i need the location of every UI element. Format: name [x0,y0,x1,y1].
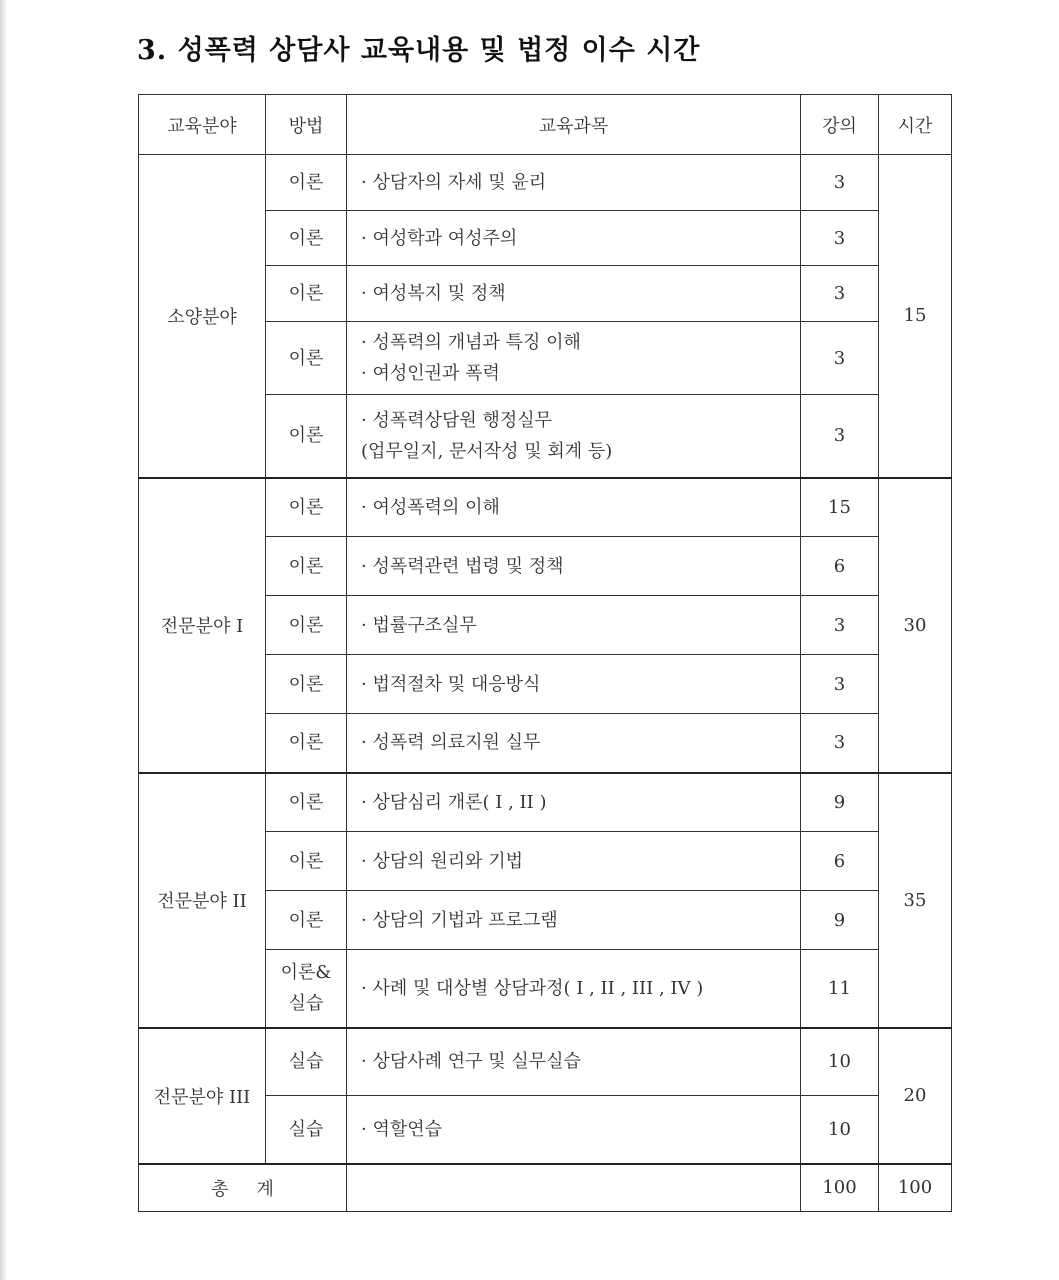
subject-cell: · 성폭력관련 법령 및 정책 [347,537,801,596]
lectures-cell: 3 [801,714,879,773]
subject-cell: · 여성폭력의 이해 [347,478,801,537]
hours-cell: 20 [879,1028,952,1164]
lectures-cell: 9 [801,773,879,832]
header-lectures: 강의 [801,95,879,155]
subject-cell: · 사례 및 대상별 상담과정( I , II , III , IV ) [347,950,801,1028]
subject-cell: · 상담의 원리와 기법 [347,832,801,891]
lectures-cell: 9 [801,891,879,950]
subject-cell: · 성폭력 의료지원 실무 [347,714,801,773]
lectures-cell: 11 [801,950,879,1028]
method-cell: 실습 [266,1028,347,1096]
table-row [139,1028,952,1096]
method-cell: 이론 [266,266,347,322]
method-cell: 이론 [266,773,347,832]
method-cell [266,950,347,1028]
lectures-cell: 15 [801,478,879,537]
subject-cell: · 상담자의 자세 및 윤리 [347,155,801,211]
field-cell: 소양분야 [139,155,266,478]
lectures-cell: 3 [801,322,879,395]
page-edge-shadow [0,0,8,1280]
table-row [139,478,952,537]
lectures-cell: 3 [801,155,879,211]
subject-line: · 성폭력의 개념과 특징 이해 [361,332,581,353]
subject-cell: · 상담의 기법과 프로그램 [347,891,801,950]
lectures-cell: 3 [801,655,879,714]
field-cell: 전문분야 I [139,478,266,773]
subject-cell: · 여성학과 여성주의 [347,211,801,266]
lectures-cell: 10 [801,1028,879,1096]
subject-cell [347,322,801,395]
lectures-cell: 3 [801,395,879,478]
table-row [139,155,952,211]
hours-cell: 15 [879,155,952,478]
method-cell: 이론 [266,322,347,395]
subject-cell: · 역할연습 [347,1096,801,1164]
subject-line: · 여성인권과 폭력 [361,363,500,384]
lectures-cell: 10 [801,1096,879,1164]
total-row [139,1164,952,1212]
method-line: 이론& [280,962,332,984]
field-cell: 전문분야 II [139,773,266,1028]
method-cell: 이론 [266,832,347,891]
subject-cell: · 상담심리 개론( I , II ) [347,773,801,832]
subject-cell: · 법률구조실무 [347,596,801,655]
header-method: 방법 [266,95,347,155]
subject-cell [347,395,801,478]
method-cell: 이론 [266,891,347,950]
subject-line: (업무일지, 문서작성 및 회계 등) [361,440,613,462]
method-cell: 이론 [266,655,347,714]
method-cell: 이론 [266,478,347,537]
hours-cell: 30 [879,478,952,773]
method-cell: 이론 [266,211,347,266]
lectures-cell: 6 [801,832,879,891]
table-row [139,773,952,832]
method-cell: 이론 [266,537,347,596]
header-hours: 시간 [879,95,952,155]
table-header-row [139,95,952,155]
lectures-cell: 6 [801,537,879,596]
lectures-cell: 3 [801,266,879,322]
page-title: 3. 성폭력 상담사 교육내용 및 법정 이수 시간 [137,35,701,66]
method-cell: 이론 [266,714,347,773]
header-subject: 교육과목 [347,95,801,155]
total-subject-cell [347,1164,801,1212]
curriculum-table [138,94,952,1212]
hours-cell: 35 [879,773,952,1028]
method-cell: 이론 [266,395,347,478]
header-field: 교육분야 [139,95,266,155]
method-cell: 이론 [266,596,347,655]
subject-cell: · 상담사례 연구 및 실무실습 [347,1028,801,1096]
method-line: 실습 [288,993,324,1015]
lectures-cell: 3 [801,596,879,655]
method-cell: 이론 [266,155,347,211]
subject-cell: · 법적절차 및 대응방식 [347,655,801,714]
lectures-cell: 3 [801,211,879,266]
field-cell: 전문분야 III [139,1028,266,1164]
total-lectures: 100 [801,1164,879,1212]
subject-cell: · 여성복지 및 정책 [347,266,801,322]
method-cell: 실습 [266,1096,347,1164]
subject-line: · 성폭력상담원 행정실무 [361,409,553,431]
total-hours: 100 [879,1164,952,1212]
total-label: 총계 [139,1164,347,1212]
